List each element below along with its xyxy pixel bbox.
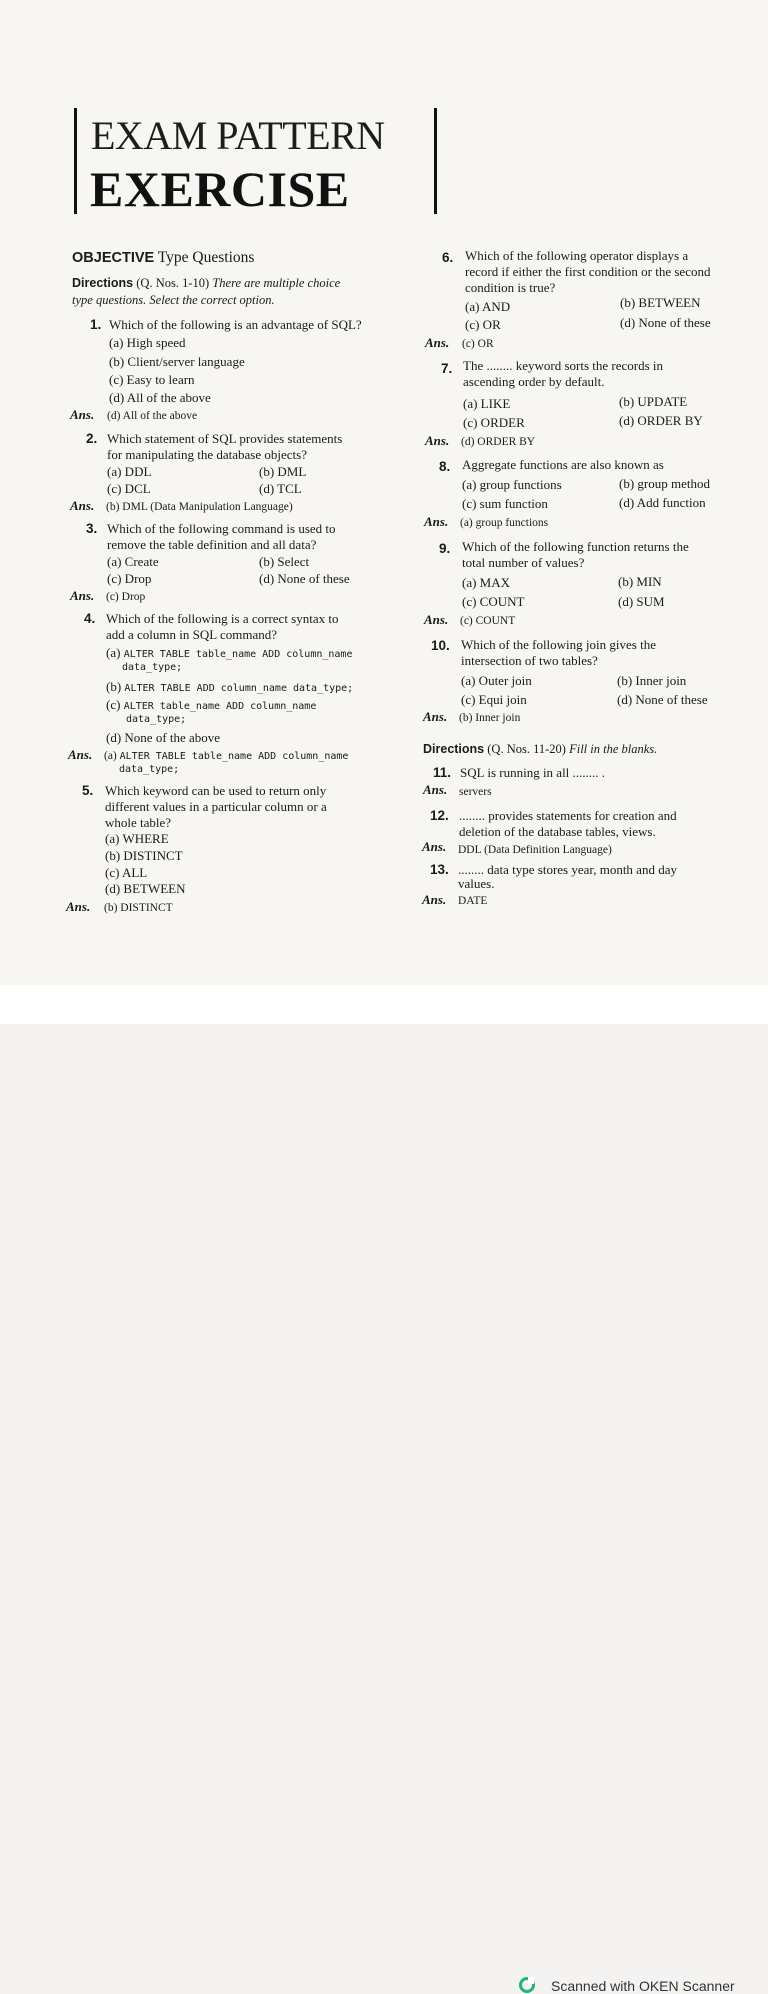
q1-option-b: (b) Client/server language: [109, 354, 245, 369]
q8-option-c: (c) sum function: [462, 496, 548, 511]
q9-line1: Which of the following function returns the: [462, 539, 689, 554]
q11-ans-label: Ans.: [423, 782, 448, 797]
scanner-logo-icon: [519, 1977, 535, 1993]
q6-option-b: (b) BETWEEN: [620, 295, 701, 310]
q4-number: 4.: [84, 611, 96, 626]
q6-number: 6.: [442, 250, 454, 265]
q5-answer: (b) DISTINCT: [104, 902, 173, 914]
q9-option-b: (b) MIN: [618, 574, 662, 589]
q1-ans-label: Ans.: [70, 407, 95, 422]
q5-line2: different values in a particular column or a: [105, 799, 327, 814]
q10-line2: intersection of two tables?: [461, 653, 598, 668]
q5-ans-label: Ans.: [66, 899, 91, 914]
q2-ans-label: Ans.: [70, 498, 95, 513]
q1-option-c: (c) Easy to learn: [109, 372, 195, 387]
scanner-footer: [0, 985, 768, 1994]
q8-line1: Aggregate functions are also known as: [462, 457, 664, 472]
q9-option-a: (a) MAX: [462, 575, 511, 590]
q8-answer: (a) group functions: [460, 517, 549, 529]
scanner-label: Scanned with OKEN Scanner: [551, 1978, 735, 1994]
directions-2: Directions (Q. Nos. 11-20) Fill in the blanks.: [423, 742, 658, 756]
q6-line2: record if either the first condition or the second: [465, 264, 711, 279]
q4-ans-label: Ans.: [68, 747, 93, 762]
q5-line3: whole table?: [105, 815, 172, 830]
q12-answer: DDL (Data Definition Language): [458, 844, 612, 856]
q6-line3: condition is true?: [465, 280, 556, 295]
q8-option-a: (a) group functions: [462, 477, 562, 492]
q5-option-c: (c) ALL: [105, 865, 148, 880]
q5-option-d: (d) BETWEEN: [105, 881, 186, 896]
q6-option-d: (d) None of these: [620, 315, 711, 330]
q4-option-a-cont: data_type;: [122, 662, 183, 673]
q6-option-c: (c) OR: [465, 317, 501, 332]
q3-option-b: (b) Select: [259, 554, 310, 569]
q5-option-a: (a) WHERE: [105, 831, 169, 846]
q13-line2: values.: [458, 876, 495, 891]
q3-ans-label: Ans.: [70, 588, 95, 603]
q2-option-b: (b) DML: [259, 464, 307, 479]
q13-line1: ........ data type stores year, month and day: [458, 862, 677, 877]
q1-option-d: (d) All of the above: [109, 390, 211, 405]
q7-line2: ascending order by default.: [463, 374, 605, 389]
q3-line2: remove the table definition and all data?: [107, 537, 317, 552]
q12-line1: ........ provides statements for creation and: [459, 808, 677, 823]
section-heading: OBJECTIVE Type Questions: [72, 249, 255, 266]
q4-option-b: (b) ALTER TABLE ADD column_name data_type;: [106, 679, 354, 694]
q8-option-b: (b) group method: [619, 476, 710, 491]
q7-option-b: (b) UPDATE: [619, 394, 688, 409]
q12-ans-label: Ans.: [422, 839, 447, 854]
q9-line2: total number of values?: [462, 555, 585, 570]
q13-number: 13.: [430, 862, 449, 877]
q12-line2: deletion of the database tables, views.: [459, 824, 656, 839]
q7-option-a: (a) LIKE: [463, 396, 511, 411]
q5-option-b: (b) DISTINCT: [105, 848, 183, 863]
q9-answer: (c) COUNT: [460, 615, 516, 627]
q10-option-a: (a) Outer join: [461, 673, 532, 688]
q7-answer: (d) ORDER BY: [461, 436, 536, 448]
q3-line1: Which of the following command is used to: [107, 521, 336, 536]
q4-line1: Which of the following is a correct syntax to: [106, 611, 339, 626]
q10-number: 10.: [431, 638, 450, 653]
q7-ans-label: Ans.: [425, 433, 450, 448]
q1-text: Which of the following is an advantage of SQL?: [109, 317, 362, 332]
q13-ans-label: Ans.: [422, 892, 447, 907]
header-right-rule: [434, 108, 437, 214]
q1-number: 1.: [90, 317, 102, 332]
q1-answer: (d) All of the above: [107, 410, 198, 422]
q9-number: 9.: [439, 541, 451, 556]
q10-ans-label: Ans.: [423, 709, 448, 724]
q9-option-d: (d) SUM: [618, 594, 665, 609]
q5-line1: Which keyword can be used to return only: [105, 783, 327, 798]
q10-option-c: (c) Equi join: [461, 692, 527, 707]
q3-option-a: (a) Create: [107, 554, 159, 569]
q4-option-c: (c) ALTER table_name ADD column_name: [106, 697, 317, 712]
scanned-page: [0, 0, 768, 985]
q2-option-a: (a) DDL: [107, 464, 152, 479]
q10-line1: Which of the following join gives the: [461, 637, 656, 652]
q3-answer: (c) Drop: [106, 591, 146, 603]
q3-option-c: (c) Drop: [107, 571, 152, 586]
q4-answer: (a) ALTER TABLE table_name ADD column_name: [104, 750, 349, 762]
q6-option-a: (a) AND: [465, 299, 511, 314]
q9-ans-label: Ans.: [424, 612, 449, 627]
q5-number: 5.: [82, 783, 94, 798]
q4-option-c-cont: data_type;: [126, 714, 187, 725]
q8-option-d: (d) Add function: [619, 495, 706, 510]
header-left-rule: [74, 108, 77, 214]
q4-answer-cont: data_type;: [119, 764, 180, 775]
q2-line2: for manipulating the database objects?: [107, 447, 307, 462]
q2-number: 2.: [86, 431, 98, 446]
directions-1-cont: type questions. Select the correct option.: [72, 293, 275, 307]
q11-number: 11.: [433, 765, 452, 780]
q2-answer: (b) DML (Data Manipulation Language): [106, 501, 293, 513]
q7-number: 7.: [441, 361, 453, 376]
q1-option-a: (a) High speed: [109, 335, 186, 350]
q2-option-c: (c) DCL: [107, 481, 151, 496]
q13-answer: DATE: [458, 895, 488, 907]
q6-line1: Which of the following operator displays a: [465, 248, 689, 263]
q8-ans-label: Ans.: [424, 514, 449, 529]
title-exam-pattern: EXAM PATTERN: [91, 113, 385, 158]
q7-option-c: (c) ORDER: [463, 415, 525, 430]
q3-option-d: (d) None of these: [259, 571, 350, 586]
q12-number: 12.: [430, 808, 449, 823]
title-exercise: EXERCISE: [90, 161, 350, 217]
q10-option-d: (d) None of these: [617, 692, 708, 707]
q4-line2: add a column in SQL command?: [106, 627, 278, 642]
q10-answer: (b) Inner join: [459, 712, 521, 724]
q2-line1: Which statement of SQL provides statements: [107, 431, 343, 446]
q7-line1: The ........ keyword sorts the records in: [463, 358, 664, 373]
q4-option-a: (a) ALTER TABLE table_name ADD column_name: [106, 645, 353, 660]
q11-line1: SQL is running in all ........ .: [460, 765, 606, 780]
q10-option-b: (b) Inner join: [617, 673, 687, 688]
q8-number: 8.: [439, 459, 451, 474]
directions-1: Directions (Q. Nos. 1-10) There are multiple choice: [72, 276, 341, 290]
q2-option-d: (d) TCL: [259, 481, 302, 496]
q11-answer: servers: [459, 786, 492, 798]
q4-option-d: (d) None of the above: [106, 730, 221, 745]
q7-option-d: (d) ORDER BY: [619, 413, 703, 428]
q6-answer: (c) OR: [462, 338, 494, 350]
q3-number: 3.: [86, 521, 98, 536]
q6-ans-label: Ans.: [425, 335, 450, 350]
q9-option-c: (c) COUNT: [462, 594, 525, 609]
